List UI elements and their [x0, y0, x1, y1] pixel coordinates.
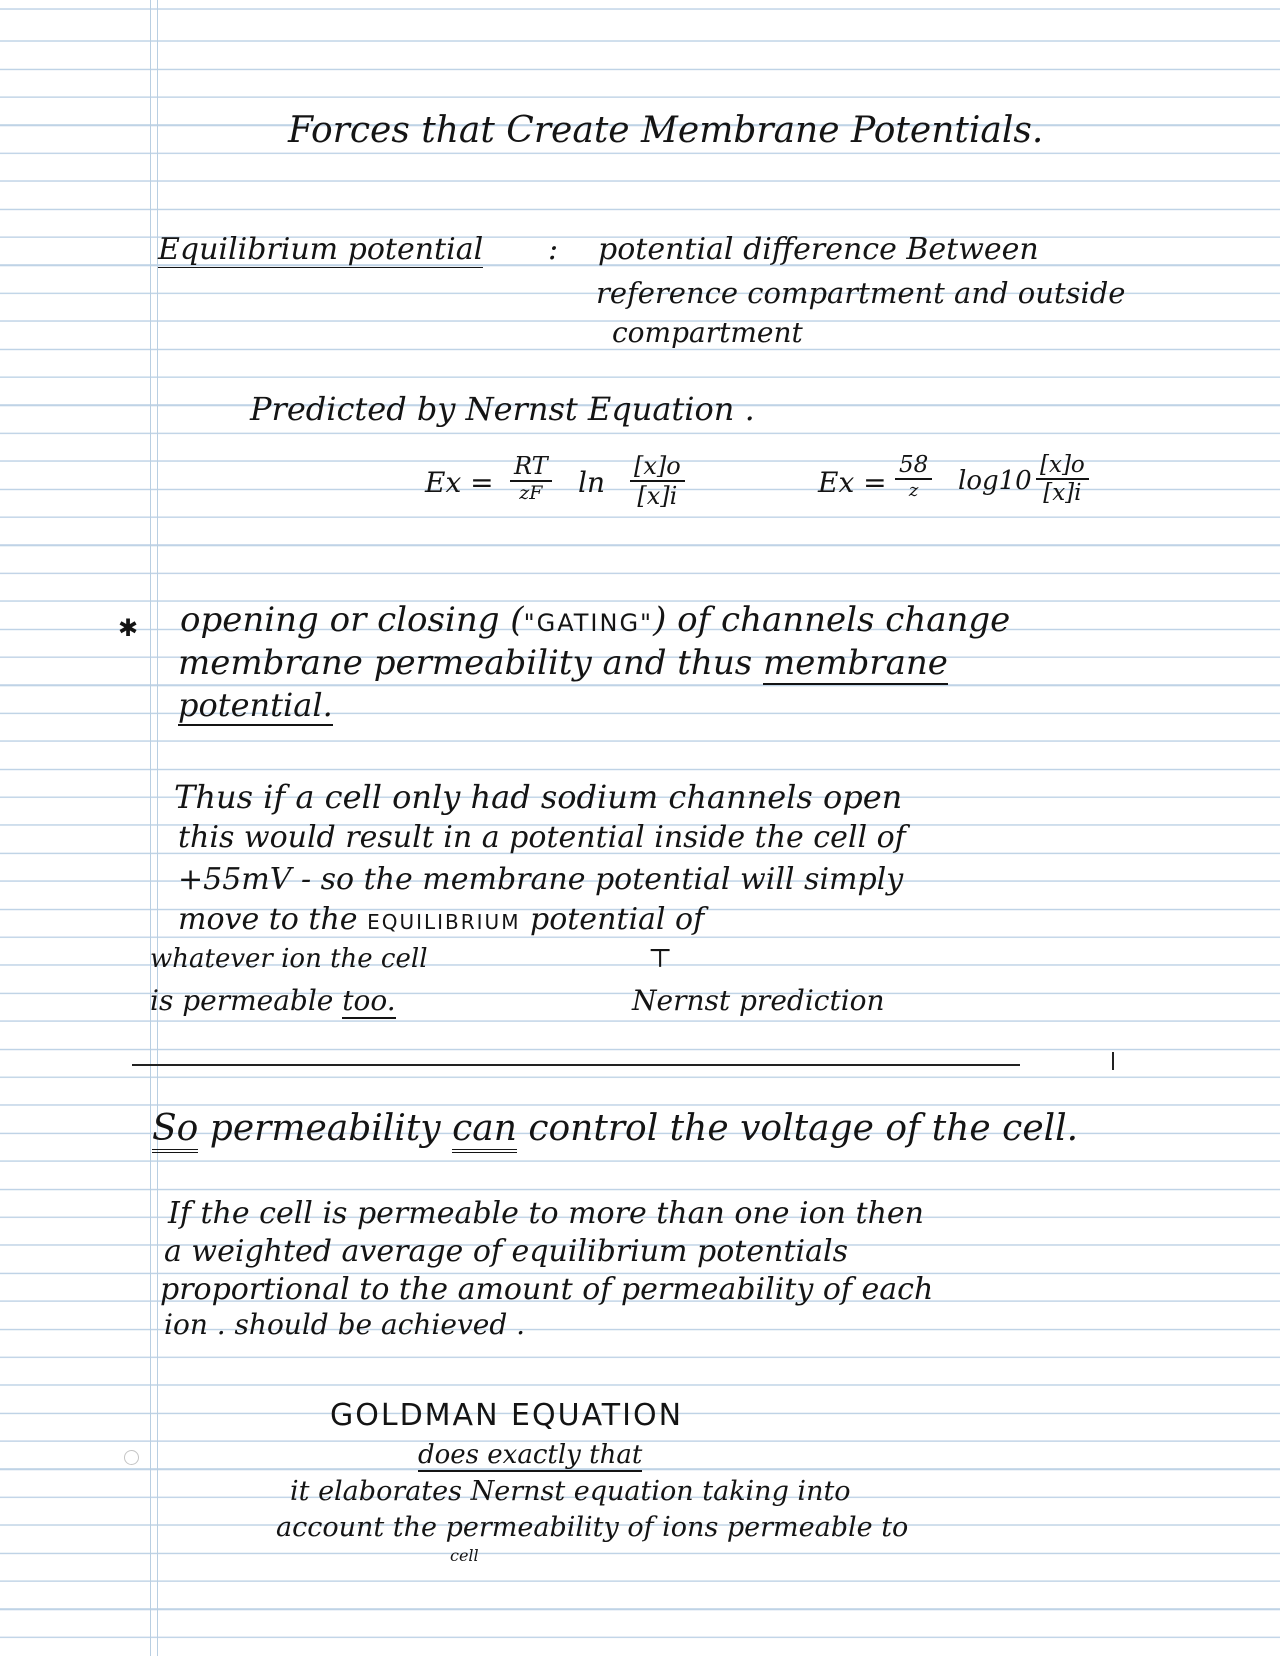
equilibrium-definition-line3: compartment	[612, 316, 803, 349]
nernst-eq1-coef-den: zF	[519, 482, 543, 504]
nernst-eq2-ratio-num: [x]o	[1036, 452, 1089, 480]
sodium-line4-caps: EQUILIBRIUM	[367, 910, 521, 934]
nernst-eq2-coef-den: z	[908, 480, 919, 501]
nernst-eq1-lhs: Ex =	[425, 466, 494, 499]
gating-line2	[178, 643, 948, 683]
goldman-line3: account the permeability of ions permeable to	[276, 1512, 909, 1543]
gating-line1	[180, 600, 1010, 640]
permeability-so: So	[152, 1108, 198, 1153]
star-bullet: ✱	[118, 614, 139, 642]
nernst-eq1-fn: ln	[578, 466, 605, 499]
gating-line1-a: opening or closing (	[180, 600, 524, 640]
nernst-eq2-coefficient	[895, 452, 932, 501]
permeability-can: can	[452, 1108, 517, 1153]
sodium-line5: whatever ion the cell	[150, 944, 428, 974]
sodium-line6-a: is permeable	[150, 984, 343, 1017]
nernst-prediction-note: Nernst prediction	[632, 984, 885, 1017]
sodium-line6-underlined: too.	[342, 984, 396, 1017]
goldman-cell-note: cell	[450, 1546, 479, 1565]
page-title: Forces that Create Membrane Potentials.	[288, 110, 1044, 151]
equilibrium-definition-line2: reference compartment and outside	[596, 276, 1126, 310]
multiple-line1: If the cell is permeable to more than one ion then	[168, 1196, 924, 1231]
section-divider	[132, 1064, 1020, 1066]
gating-line1-caps: "GATING"	[523, 609, 654, 637]
sodium-line3: +55mV - so the membrane potential will simply	[178, 862, 904, 897]
permeability-b: control the voltage of the cell.	[516, 1108, 1079, 1149]
equilibrium-definition-line1: potential difference Between	[598, 232, 1039, 267]
gating-line1-b: ) of channels change	[653, 600, 1011, 640]
goldman-line2: it elaborates Nernst equation taking into	[290, 1476, 851, 1507]
divider-tick	[1112, 1052, 1114, 1070]
nernst-eq2-ratio	[1036, 452, 1089, 506]
nernst-eq1-ratio	[630, 452, 685, 510]
equilibrium-term: Equilibrium potential	[158, 232, 484, 267]
gating-line2-a: membrane permeability and thus	[178, 643, 764, 683]
nernst-eq2-fn: log10	[958, 466, 1032, 496]
goldman-line1: does exactly that	[418, 1440, 643, 1470]
sodium-line6	[150, 984, 396, 1017]
sodium-line2: this would result in a potential inside the cell of	[178, 820, 906, 855]
sodium-line4-b: potential of	[520, 902, 705, 937]
permeability-a: permeability	[198, 1108, 453, 1149]
nernst-eq1-coefficient	[510, 452, 552, 504]
arrow-marker: ⊤	[648, 944, 673, 974]
multiple-line4: ion . should be achieved .	[164, 1308, 526, 1341]
nernst-eq2-coef-num: 58	[895, 452, 932, 480]
permeability-statement	[152, 1108, 1078, 1149]
sodium-line4-a: move to the	[178, 902, 368, 937]
nernst-eq1-ratio-den: [x]i	[637, 482, 678, 510]
nernst-intro: Predicted by Nernst Equation .	[250, 390, 755, 428]
nernst-eq1-ratio-num: [x]o	[630, 452, 685, 482]
binder-hole	[124, 1450, 139, 1465]
sodium-line4	[178, 902, 704, 937]
multiple-line2: a weighted average of equilibrium potentials	[164, 1234, 848, 1269]
multiple-line3: proportional to the amount of permeability of each	[160, 1272, 934, 1307]
nernst-eq2-lhs: Ex =	[818, 466, 887, 499]
equilibrium-colon: :	[548, 232, 559, 267]
nernst-eq1-coef-num: RT	[510, 452, 552, 482]
goldman-title: GOLDMAN EQUATION	[330, 1398, 684, 1433]
nernst-eq2-ratio-den: [x]i	[1043, 480, 1082, 506]
sodium-line1: Thus if a cell only had sodium channels open	[174, 778, 903, 816]
gating-line3: potential.	[178, 686, 333, 724]
gating-line2-underlined: membrane	[763, 643, 948, 683]
